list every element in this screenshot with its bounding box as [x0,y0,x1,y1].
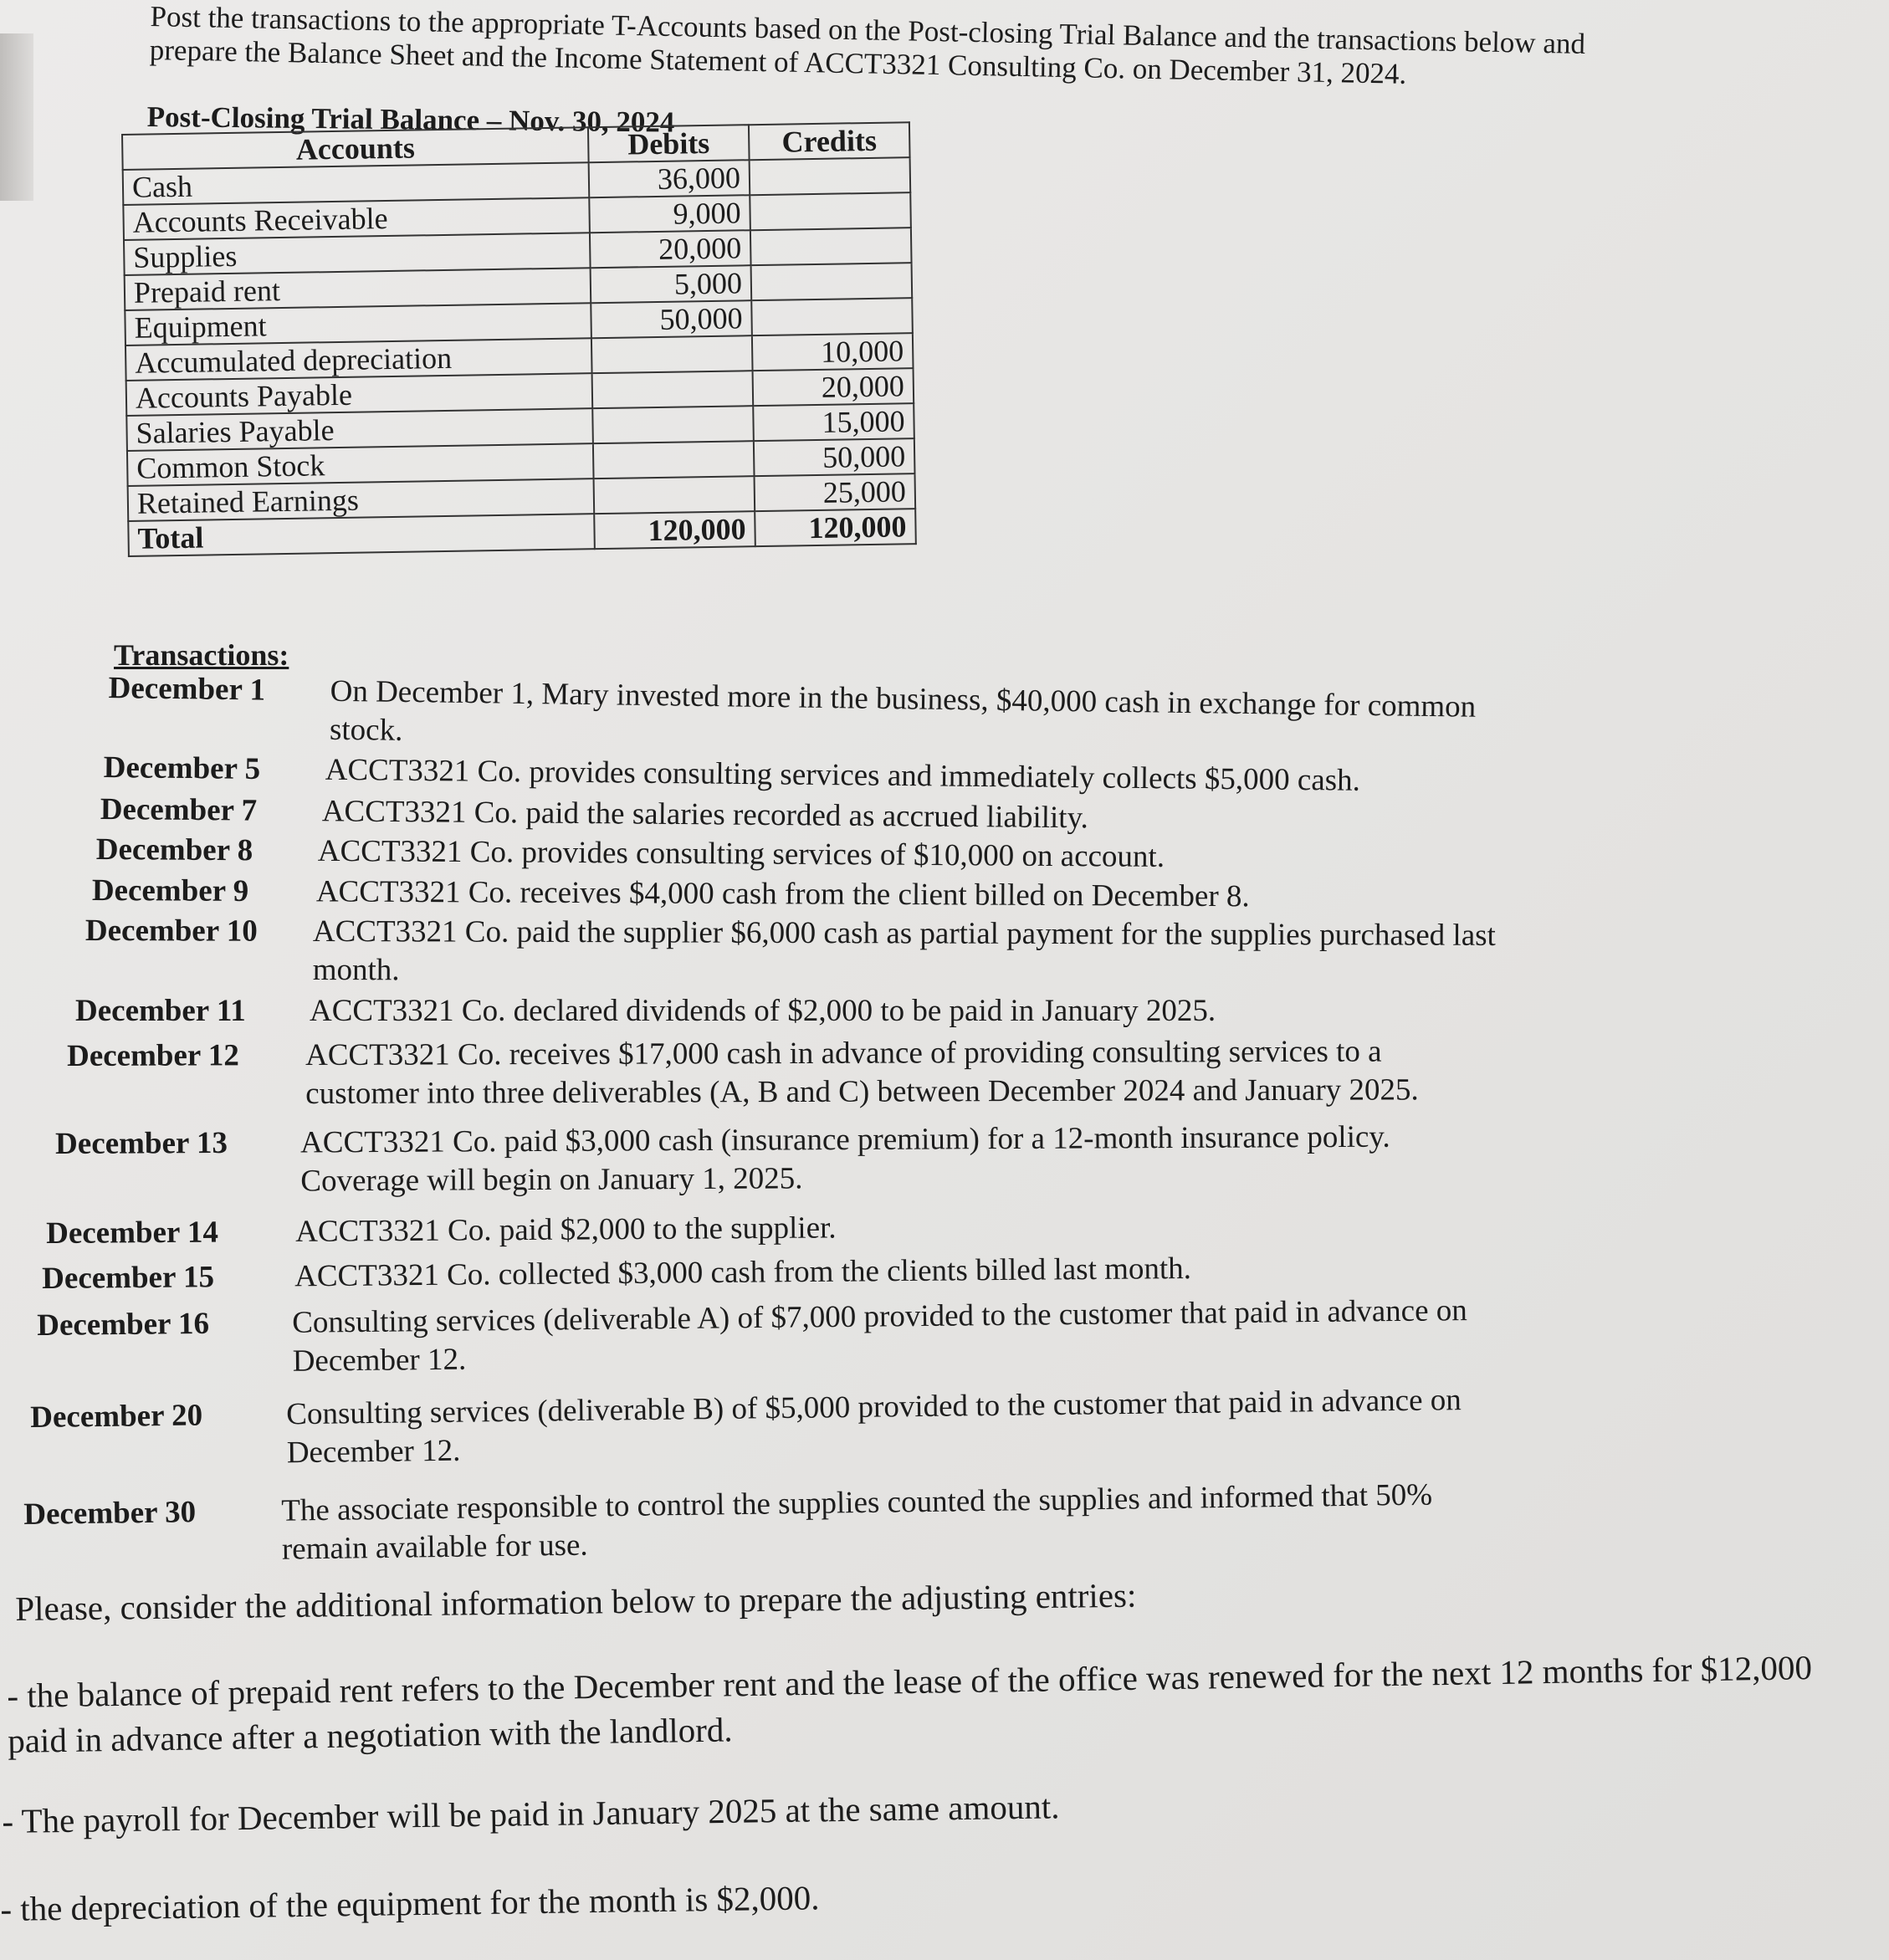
transaction-text: ACCT3321 Co. provides consulting services of $10,000 on account. [317,833,1165,874]
account-name: Common Stock [127,443,594,486]
transaction-item [23,1471,1789,1573]
header-credits: Credits [749,122,910,160]
debit-value: 9,000 [589,195,750,233]
credit-value [750,228,912,265]
credit-value: 25,000 [755,473,916,511]
debit-value: 20,000 [590,230,751,268]
debit-value: 5,000 [591,265,752,303]
transaction-date: December 14 [46,1215,219,1251]
trial-balance-table [121,121,917,557]
debit-value [594,476,755,514]
transaction-date: December 1 [108,670,266,708]
transaction-text: ACCT3321 Co. provides consulting services and immediately collects $5,000 cash. [325,752,1361,798]
account-name: Salaries Payable [126,408,593,451]
transaction-date: December 8 [95,832,253,868]
transaction-item [92,872,1682,919]
debit-value: 36,000 [589,160,750,197]
transaction-item [30,1377,1796,1476]
account-name: Prepaid rent [125,268,591,310]
transaction-item [42,1245,1740,1298]
trial-balance-title: Post-Closing Trial Balance – Nov. 30, 2024 [146,100,675,139]
transaction-text: ACCT3321 Co. receives $4,000 cash from the client billed on December 8. [315,874,1250,914]
transaction-date: December 11 [75,994,246,1028]
adjusting-item-prepaid-rent: - the balance of prepaid rent refers to the December rent and the lease of the office was renewed for the next 12 months for $12,000 paid in advance after a negotiation with the landlord. [7,1648,1813,1760]
transaction-date: December 15 [42,1260,215,1296]
account-name: Accounts Receivable [123,197,590,240]
transaction-date: December 16 [37,1306,210,1343]
transaction-date: December 5 [103,750,261,786]
account-name: Supplies [124,233,591,275]
transaction-item [37,1288,1794,1384]
transaction-text: ACCT3321 Co. receives $17,000 cash in advance of providing consulting services to a customer into three deliverables (A, B and C) between December 2024 and January 2025. [305,1034,1419,1112]
credit-value [751,263,913,300]
transaction-date: December 30 [23,1495,197,1532]
transaction-item [55,1116,1753,1202]
debit-value: 50,000 [591,300,752,338]
transaction-date: December 12 [67,1038,239,1073]
transaction-date: December 9 [91,873,249,908]
credit-value [750,157,911,195]
account-name: Accumulated depreciation [125,338,592,381]
transaction-text: The associate responsible to control the supplies counted the supplies and informed that 50% remain available for use. [280,1477,1433,1567]
transaction-text: ACCT3321 Co. paid the supplier $6,000 cash as partial payment for the supplies purchased last month. [312,913,1496,988]
debit-value [591,335,753,373]
transaction-date: December 13 [55,1125,228,1161]
debit-value [592,371,754,408]
trial-balance-table-wrapper [121,121,917,557]
credit-value: 20,000 [753,368,914,406]
adjusting-item-payroll: - The payroll for December will be paid in January 2025 at the same amount. [2,1787,1060,1840]
credit-value: 15,000 [753,403,914,441]
transaction-text: ACCT3321 Co. collected $3,000 cash from the clients billed last month. [294,1251,1192,1294]
credit-value: 10,000 [752,333,914,371]
transaction-date: December 10 [84,913,258,949]
credit-value: 50,000 [754,438,915,476]
debit-value [593,441,755,478]
header-debits: Debits [588,125,750,162]
instructions-paragraph: Post the transactions to the appropriate T-Accounts based on the Post-closing Trial Balance and the transactions below and prepare the Balance Sheet and the Income Statement of ACCT3321 Consulting Co. on December 31, 2024. [149,0,1586,90]
transaction-text: Consulting services (deliverable B) of $5,000 provided to the customer that paid in advance on December 12. [286,1383,1462,1471]
total-credit: 120,000 [755,509,916,546]
transaction-item [85,912,1758,995]
account-name: Cash [123,162,590,205]
transactions-heading: Transactions: [114,638,289,672]
account-name: Equipment [125,303,591,345]
credit-value [751,298,913,335]
transaction-text: ACCT3321 Co. paid $2,000 to the supplier. [295,1210,837,1249]
debit-value [592,406,754,443]
transaction-date: December 7 [100,791,258,828]
header-accounts: Accounts [122,127,589,170]
transaction-item [46,1203,1744,1253]
account-name: Accounts Payable [126,373,593,416]
transaction-text: ACCT3321 Co. declared dividends of $2,000 to be paid in January 2025. [310,994,1216,1028]
adjusting-item-depreciation: - the depreciation of the equipment for the month is $2,000. [0,1878,820,1928]
adjusting-intro: Please, consider the additional information below to prepare the adjusting entries: [15,1575,1137,1628]
total-debit: 120,000 [594,511,755,549]
transaction-item [67,1031,1740,1114]
credit-value [750,192,911,230]
transaction-text: Consulting services (deliverable A) of $7,000 provided to the customer that paid in advance on December 12. [292,1293,1467,1379]
transaction-text: On December 1, Mary invested more in the business, $40,000 cash in exchange for common stock. [329,673,1477,748]
transaction-text: ACCT3321 Co. paid $3,000 cash (insurance premium) for a 12-month insurance policy. Coverage will begin on January 1, 2025. [300,1119,1390,1199]
transaction-text: ACCT3321 Co. paid the salaries recorded as accrued liability. [321,794,1089,836]
paper-edge-shadow [0,33,33,201]
transaction-item [75,992,1748,1031]
transaction-date: December 20 [30,1398,203,1435]
total-label: Total [128,514,595,556]
account-name: Retained Earnings [128,478,595,521]
